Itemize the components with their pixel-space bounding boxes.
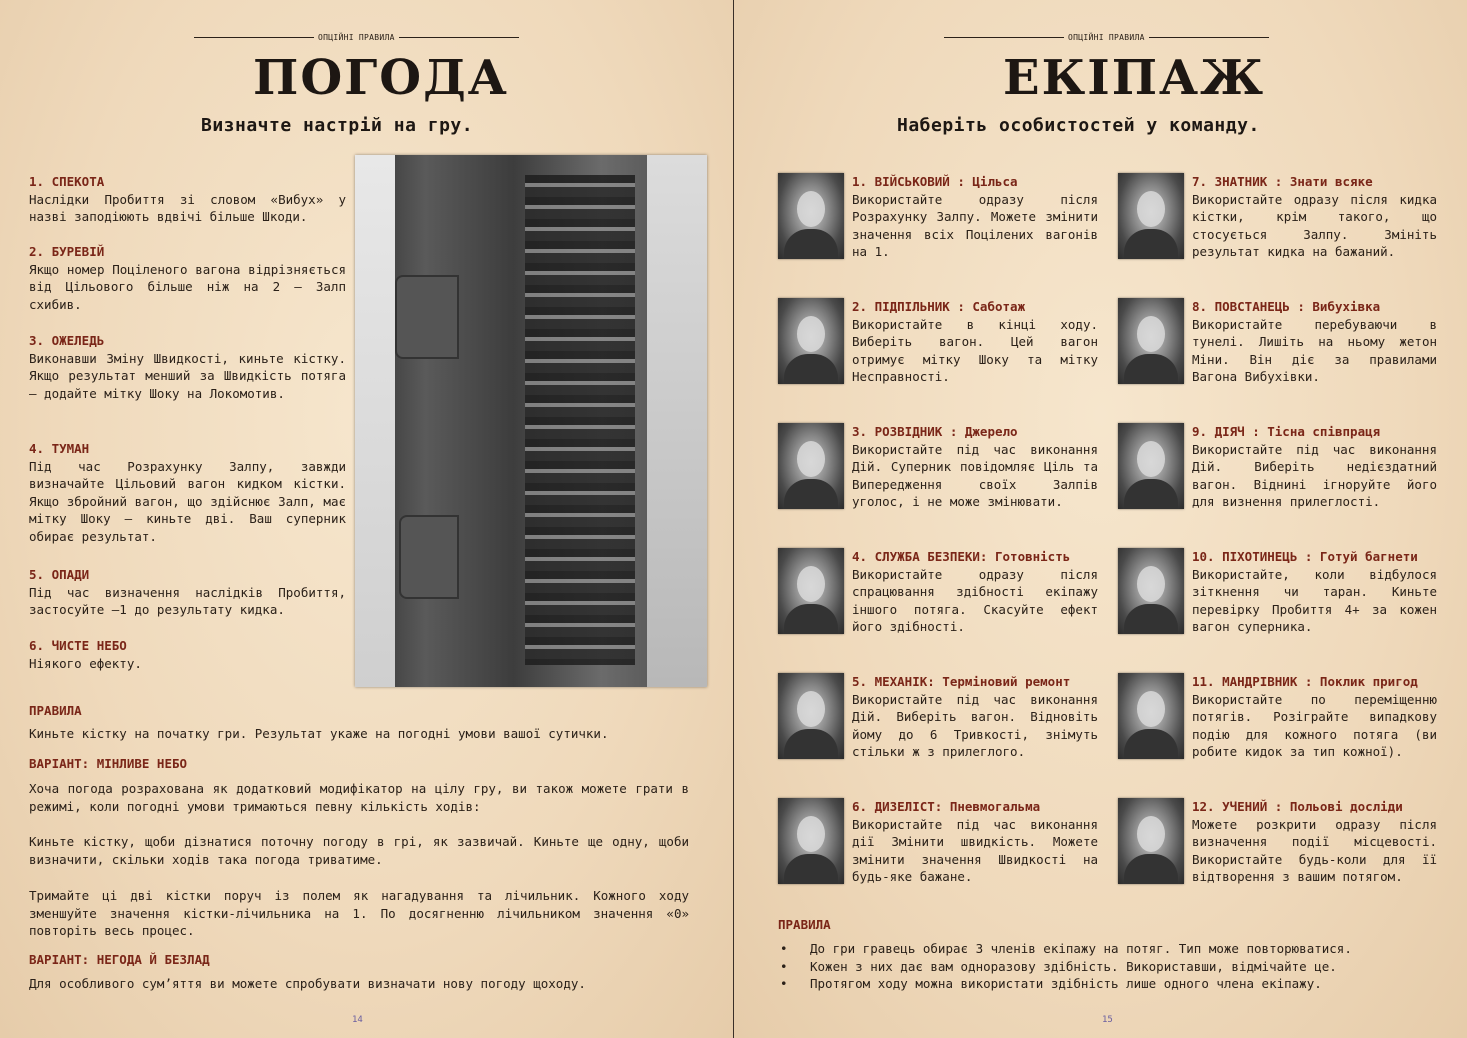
right-kicker: ОПЦІЙНІ ПРАВИЛА [940,33,1273,42]
photo-turret [395,275,459,359]
left-page-subtitle: Визначте настрій на гру. [201,115,474,136]
crew-heading: 11. МАНДРІВНИК : Поклик пригод [1192,674,1418,689]
left-page-number: 14 [352,1015,363,1025]
crew-heading: 1. ВІЙСЬКОВИЙ : Цільса [852,174,1018,189]
photo-sky [355,155,395,687]
crew-entry-7 [1192,173,1437,261]
crew-heading: 7. ЗНАТНИК : Знати всяке [1192,174,1373,189]
crew-text: Використайте, коли відбулося зіткнення чи таран. Киньте перевірку Пробиття 4+ за кожен вагон суперника. [1192,566,1437,635]
crew-heading: 4. СЛУЖБА БЕЗПЕКИ: Готовність [852,549,1071,564]
crew-entry-10 [1192,548,1437,636]
weather-rule-6 [29,637,346,672]
crew-text: Використайте під час виконання Дій. Виберіть вагон. Відновіть йому до 6 Тривкості, знімуть стільки ж з прилеглого. [852,691,1098,760]
crew-text: Використайте одразу після спрацювання здібності екіпажу іншого потяга. Скасуйте ефект його здібності. [852,566,1098,635]
crew-heading: 2. ПІДПІЛЬНИК : Саботаж [852,299,1026,314]
left-rules-heading: ПРАВИЛА [29,703,82,718]
weather-rule-text: Наслідки Пробиття зі словом «Вибух» у назві заподіюють вдвічі більше Шкоди. [29,191,346,225]
weather-rule-2 [29,243,346,313]
right-page-subtitle: Наберіть особистостей у команду. [897,115,1260,136]
crew-entry-1 [852,173,1098,261]
crew-entry-2 [852,298,1098,386]
crew-portrait-9 [1118,423,1184,509]
crew-text: Використайте під час виконання дії Змінити швидкість. Можете змінити значення Швидкості на будь-яке бажане. [852,816,1098,885]
crew-text: Використайте одразу після Розрахунку Залпу. Можете змінити значення всіх Поцілених вагонів на 1. [852,191,1098,260]
variant-storm-heading: ВАРІАНТ: НЕГОДА Й БЕЗЛАД [29,952,210,967]
left-page-title: ПОГОДА [253,50,509,106]
book-spine [733,0,734,1038]
crew-text: Використайте під час виконання Дій. Виберіть недієздатний вагон. Віднині ігноруйте його для визнення прилеглості. [1192,441,1437,510]
crew-heading: 8. ПОВСТАНЕЦЬ : Вибухівка [1192,299,1381,314]
weather-rule-heading: 1. СПЕКОТА [29,174,105,189]
crew-entry-3 [852,423,1098,511]
crew-portrait-6 [778,798,844,884]
crew-rule-item: • До гри гравець обирає 3 членів екіпажу на потяг. Тип може повторюватися. [778,940,1352,958]
crew-text: Можете розкрити одразу після визначення події місцевості. Використайте будь-коли для її відтворення з вашим потягом. [1192,816,1437,885]
crew-portrait-12 [1118,798,1184,884]
weather-rule-heading: 3. ОЖЕЛЕДЬ [29,333,105,348]
crew-heading: 5. МЕХАНІК: Терміновий ремонт [852,674,1071,689]
crew-rule-item: • Протягом ходу можна використати здібність лише одного члена екіпажу. [778,975,1352,993]
variant-changing-sky-p3: Тримайте ці дві кістки поруч із полем як нагадування та лічильник. Кожного ходу зменшуйте значення кістки-лічильника на 1. По досягненню лічильником значення «0» повторіть весь процес. [29,888,689,939]
armored-train-photo [355,155,707,687]
weather-rule-text: Виконавши Зміну Швидкості, киньте кістку. Якщо результат менший за Швидкість потяга – додайте мітку Шоку на Локомотив. [29,350,346,401]
weather-rule-1 [29,173,346,226]
crew-rule-item: • Кожен з них дає вам одноразову здібність. Використавши, відмічайте це. [778,958,1352,976]
crew-portrait-11 [1118,673,1184,759]
left-kicker: ОПЦІЙНІ ПРАВИЛА [190,33,523,42]
crew-portrait-8 [1118,298,1184,384]
crew-heading: 9. ДІЯЧ : Тісна співпраця [1192,424,1381,439]
weather-rule-heading: 5. ОПАДИ [29,567,90,582]
variant-changing-sky-p2: Киньте кістку, щоби дізнатися поточну погоду в грі, як зазвичай. Киньте ще одну, щоби визначити, скільки ходів така погода триватиме. [29,834,689,867]
crew-entry-12 [1192,798,1437,886]
weather-rule-heading: 2. БУРЕВІЙ [29,244,105,259]
right-page-number: 15 [1102,1015,1113,1025]
right-rules-heading: ПРАВИЛА [778,917,831,932]
crew-entry-6 [852,798,1098,886]
crew-portrait-2 [778,298,844,384]
weather-rule-4 [29,440,346,546]
crew-heading: 6. ДИЗЕЛІСТ: Пневмогальма [852,799,1041,814]
crew-heading: 12. УЧЕНИЙ : Польові досліди [1192,799,1403,814]
crew-text: Використайте перебуваючи в тунелі. Лишіть на ньому жетон Міни. Він діє за правилами Вагона Вибухівки. [1192,316,1437,385]
crew-portrait-1 [778,173,844,259]
crew-portrait-7 [1118,173,1184,259]
crew-rules-list [778,940,1352,993]
left-rules-text: Киньте кістку на початку гри. Результат укаже на погодні умови вашої сутички. [29,726,609,741]
crew-portrait-4 [778,548,844,634]
photo-soldiers [525,175,635,665]
weather-rule-text: Ніякого ефекту. [29,655,142,671]
photo-ground [647,155,707,687]
photo-turret [399,515,459,599]
weather-rule-3 [29,332,346,402]
weather-rule-text: Під час визначення наслідків Пробиття, застосуйте –1 до результату кидка. [29,584,346,618]
right-page-title: ЕКІПАЖ [1003,50,1266,106]
crew-heading: 10. ПІХОТИНЕЦЬ : Готуй багнети [1192,549,1418,564]
crew-text: Використайте одразу після кидка кістки, крім такого, що стосується Залпу. Змініть результат кидка на бажаний. [1192,191,1437,260]
variant-changing-sky-heading: ВАРІАНТ: МІНЛИВЕ НЕБО [29,756,188,771]
crew-entry-9 [1192,423,1437,511]
crew-text: Використайте під час виконання Дій. Суперник повідомляє Ціль та Випередження своїх Залпів уголос, і не може змінювати. [852,441,1098,510]
crew-entry-5 [852,673,1098,761]
variant-changing-sky-p1: Хоча погода розрахована як додатковий модифікатор на цілу гру, ви також можете грати в режимі, коли погодні умови тримаються певну кількість ходів: [29,781,689,814]
weather-rule-text: Якщо номер Поціленого вагона відрізняється від Цільового більше ніж на 2 – Залп схибив. [29,261,346,312]
weather-rule-heading: 6. ЧИСТЕ НЕБО [29,638,127,653]
weather-rule-5 [29,566,346,619]
weather-rule-heading: 4. ТУМАН [29,441,90,456]
weather-rule-text: Під час Розрахунку Залпу, завжди визначайте Цільовий вагон кидком кістки. Якщо збройний вагон, що здійснює Залп, має мітку Шоку – киньте дві. Ваш суперник обирає результат. [29,458,346,544]
crew-text: Використайте в кінці ходу. Виберіть вагон. Цей вагон отримує мітку Шоку та мітку Несправності. [852,316,1098,385]
crew-heading: 3. РОЗВІДНИК : Джерело [852,424,1018,439]
crew-entry-8 [1192,298,1437,386]
crew-text: Використайте по переміщенню потягів. Розіграйте випадкову подію для кожного потяга (ви робите кидок за тип кожної). [1192,691,1437,760]
crew-portrait-5 [778,673,844,759]
crew-entry-4 [852,548,1098,636]
variant-storm-text: Для особливого сум’яття ви можете спробувати визначати нову погоду щоходу. [29,976,586,991]
crew-portrait-10 [1118,548,1184,634]
crew-entry-11 [1192,673,1437,761]
crew-portrait-3 [778,423,844,509]
